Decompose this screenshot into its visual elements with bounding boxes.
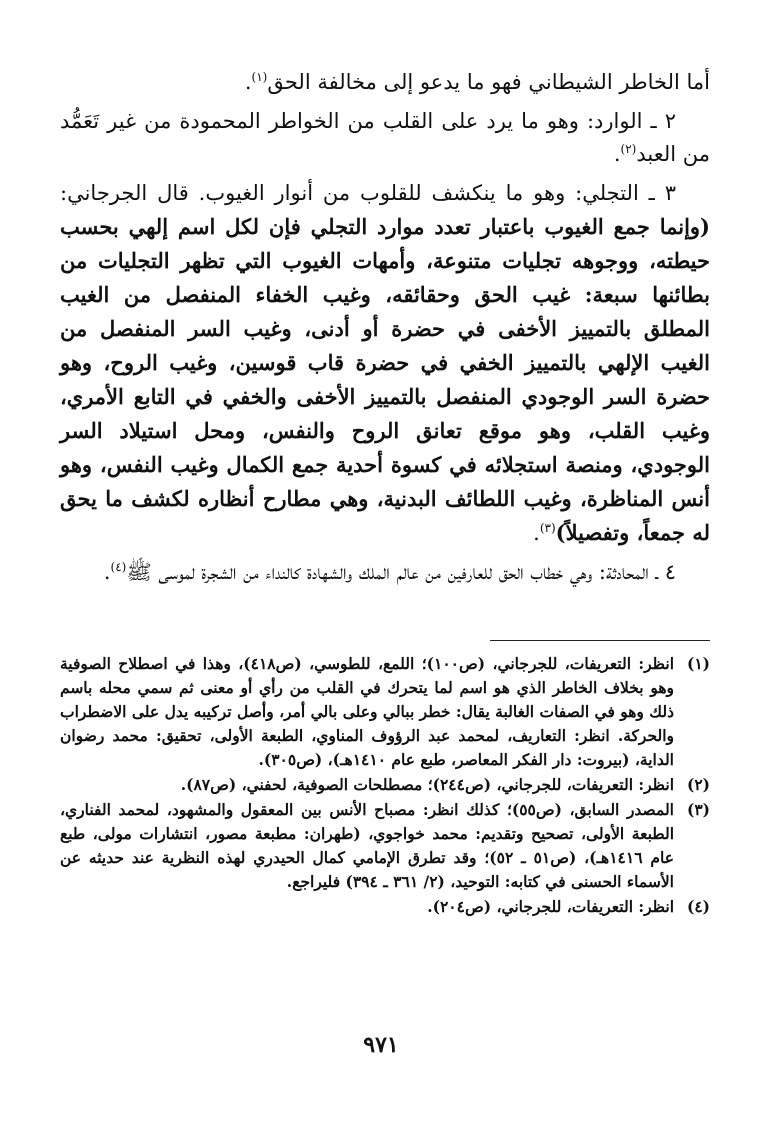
footnote-4	[60, 895, 710, 919]
footnotes-section	[60, 652, 710, 920]
jurjani-quote: (وإنما جمع الغيوب باعتبار تعدد موارد التجلي فإن لكل اسم إلهي بحسب حيطته، ووجوهه تجليات متنوعة، وأمهات الغيوب التي تظهر التجليات من بطائنها سبعة: غيب الحق وحقائقه، وغيب الخفاء المنفصل من الغيب المطلق بالتمييز الأخفى في حضرة أو أدنى، وغيب السر المنفصل من الغيب الإلهي بالتمييز الخفي في حضرة قاب قوسين، وغيب الروح، وهو حضرة السر الوجودي المنفصل بالتمييز الأخفى والخفي في التابع الأمري، وغيب القلب، وهو موقع تعانق الروح والنفس، ومحل استيلاد السر الوجودي، ومنصة استجلائه في كسوة أحدية جمع الكمال وغيب النفس، وهو أنس المناظرة، وغيب اللطائف البدنية، وهي مطارح أنظاره لكشف ما يحق له جمعاً، وتفصيلاً)	[60, 214, 711, 545]
footnote-ref-3: (٣)	[539, 521, 556, 535]
footnote-text: انظر: التعريفات، للجرجاني، (ص٢٠٤).	[427, 897, 674, 916]
paragraph-warid: ٢ ـ الوارد: وهو ما يرد على القلب من الخواطر المحمودة من غير تَعَمُّد من العبد$^{(٢)}$.	[60, 109, 710, 166]
page-number: ٩٧١	[363, 1032, 399, 1058]
footnote-number: (٣)	[686, 800, 710, 819]
footnote-3	[60, 798, 710, 894]
footnote-ref-1: (١)	[251, 70, 268, 84]
footnote-number: (٤)	[686, 897, 710, 916]
paragraph-shaitani-khatir: أما الخاطر الشيطاني فهو ما يدعو إلى مخالفة الحق$^{(١)}$.	[244, 70, 710, 94]
footnote-number: (٢)	[686, 775, 710, 794]
footnote-text: انظر: التعريفات، للجرجاني، (ص١٠٠)؛ اللمع، للطوسي، (ص٤١٨)، وهذا في اصطلاح الصوفية وهو بخلاف الخاطر الذي هو اسم لما يتحرك في القلب من رأي أو معنى ثم سمي محله باسم ذلك وهو في الصفات الغالبة يقال: خطر ببالي وعلى بالي أمر، وأصل تركيبه يدل على الاضطراب والحركة. انظر: التعاريف، لمحمد عبد الرؤوف المناوي، الطبعة الأولى، تحقيق: محمد رضوان الداية، (بيروت: دار الفكر المعاصر، طبع عام ١٤١٠هـ)، (ص٣٠٥).	[60, 654, 674, 769]
footnote-2	[60, 773, 710, 797]
footnote-text: انظر: التعريفات، للجرجاني، (ص٢٤٤)؛ مصطلحات الصوفية، لحفني، (ص٨٧).	[180, 775, 674, 794]
main-body-text	[60, 66, 710, 595]
footnote-divider	[490, 640, 710, 641]
footnote-1	[60, 652, 710, 772]
footnote-ref-2: (٢)	[620, 142, 637, 156]
paragraph-muhadatha: ٤ ـ المحادثة: وهي خطاب الحق للعارفين من عالم الملك والشهادة كالنداء من الشجرة لموسى ﷺ$^{(٤)}$.	[103, 560, 676, 584]
paragraph-tajalli: ٣ ـ التجلي: وهو ما ينكشف للقلوب من أنوار الغيوب. قال الجرجاني: (وإنما جمع الغيوب باعتبار تعدد موارد التجلي فإن لكل اسم إلهي بحسب حيطته، ووجوهه تجليات متنوعة، وأمهات الغيوب التي تظهر التجليات من بطائنها سبعة: غيب الحق وحقائقه، وغيب الخفاء المنفصل من الغيب المطلق بالتمييز الأخفى في حضرة أو أدنى، وغيب السر المنفصل من الغيب الإلهي بالتمييز الخفي في حضرة قاب قوسين، وغيب الروح، وهو حضرة السر الوجودي المنفصل بالتمييز الأخفى والخفي في التابع الأمري، وغيب القلب، وهو موقع تعانق الروح والنفس، ومحل استيلاد السر الوجودي، ومنصة استجلائه في كسوة أحدية جمع الكمال وغيب النفس، وهو أنس المناظرة، وغيب اللطائف البدنية، وهي مطارح أنظاره لكشف ما يحق له جمعاً، وتفصيلاً)$^{(٣)}$.	[60, 181, 711, 545]
footnote-text: المصدر السابق، (ص٥٥)؛ كذلك انظر: مصباح الأنس بين المعقول والمشهود، لمحمد الفناري، الطبعة الأولى، تصحيح وتقديم: محمد خواجوي، (طهران: مطبعة مصور، انتشارات مولى، طبع عام ١٤١٦هـ)، (ص٥١ ـ ٥٢)؛ وقد تطرق الإمامي كمال الحيدري لهذه النظرية عند حديثه عن الأسماء الحسنى في كتابه: التوحيد، (٢/ ٣٦١ ـ ٣٩٤) فليراجع.	[60, 800, 674, 891]
footnote-number: (١)	[686, 654, 710, 673]
footnote-ref-4: (٤)	[110, 560, 127, 574]
